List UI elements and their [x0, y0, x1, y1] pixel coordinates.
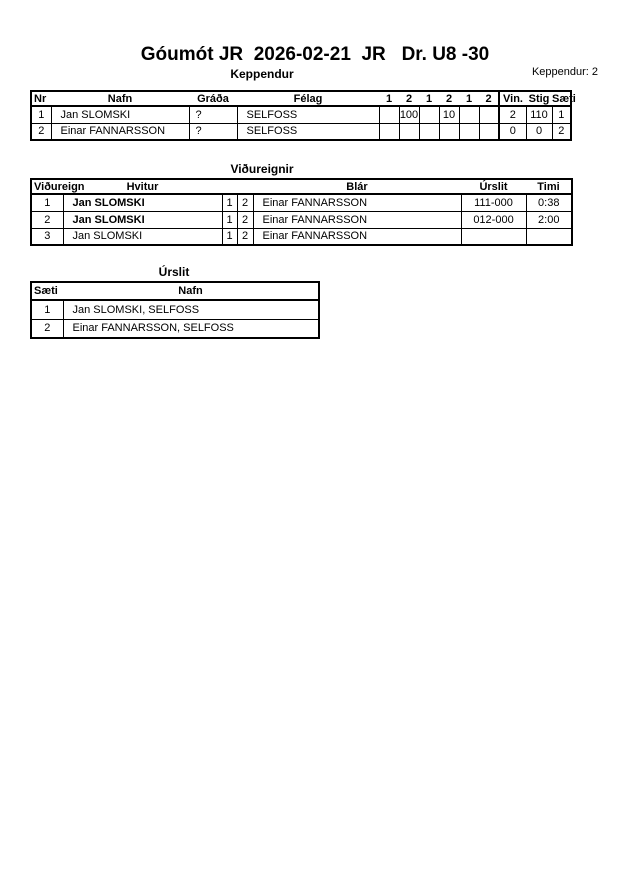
urslit-table — [30, 281, 320, 339]
cell-blar: Einar FANNARSSON — [253, 211, 461, 228]
col-header-felag: Félag — [237, 91, 379, 106]
cell-score — [479, 123, 499, 140]
match-row — [31, 228, 572, 245]
cell-stig: 110 — [526, 106, 552, 123]
cell-vin: 0 — [499, 123, 526, 140]
cell-vin: 2 — [499, 106, 526, 123]
cell-score — [459, 106, 479, 123]
cell-urslit — [461, 228, 526, 245]
cell-nafn: Einar FANNARSSON, SELFOSS — [63, 319, 319, 338]
participants-count: Keppendur: 2 — [531, 66, 598, 78]
col-header-blar: Blár — [253, 179, 461, 194]
cell-score — [439, 123, 459, 140]
cell-box-2: 2 — [237, 228, 253, 245]
vidureignir-header-row — [31, 179, 572, 194]
cell-match-nr: 2 — [31, 211, 63, 228]
cell-timi — [526, 228, 572, 245]
cell-score — [459, 123, 479, 140]
cell-saeti: 1 — [552, 106, 571, 123]
cell-box-2: 2 — [237, 194, 253, 211]
col-header-grada: Gráða — [189, 91, 237, 106]
cell-felag: SELFOSS — [237, 106, 379, 123]
col-header-saeti: Sæti — [31, 282, 63, 300]
keppendur-row — [31, 123, 571, 140]
col-header-round-3: 1 — [419, 91, 439, 106]
cell-match-nr: 3 — [31, 228, 63, 245]
col-header-round-4: 2 — [439, 91, 459, 106]
cell-box-2: 2 — [237, 211, 253, 228]
urslit-header-row — [31, 282, 319, 300]
cell-box-1: 1 — [222, 211, 237, 228]
cell-score — [399, 123, 419, 140]
cell-grada: ? — [189, 123, 237, 140]
cell-score — [419, 106, 439, 123]
cell-nr: 2 — [31, 123, 51, 140]
cell-score — [479, 106, 499, 123]
cell-nafn: Einar FANNARSSON — [51, 123, 189, 140]
col-header-nr: Nr — [31, 91, 51, 106]
keppendur-row — [31, 106, 571, 123]
cell-felag: SELFOSS — [237, 123, 379, 140]
cell-urslit: 111-000 — [461, 194, 526, 211]
keppendur-table — [30, 90, 576, 141]
cell-stig: 0 — [526, 123, 552, 140]
cell-match-nr: 1 — [31, 194, 63, 211]
cell-blar: Einar FANNARSSON — [253, 194, 461, 211]
col-header-vin: Vin. — [499, 91, 526, 106]
col-header-urslit: Úrslit — [461, 179, 526, 194]
placement-row — [31, 300, 319, 319]
cell-timi: 0:38 — [526, 194, 572, 211]
keppendur-header-row — [31, 91, 571, 106]
col-header-hvitur: Hvitur — [63, 179, 222, 194]
col-header-saeti: Sæti — [552, 92, 576, 105]
cell-score: 10 — [439, 106, 459, 123]
col-header-timi: Timi — [526, 179, 572, 194]
page-title: Góumót JR 2026-02-21 JR Dr. U8 -30 — [140, 44, 490, 65]
keppendur-caption: Keppendur — [230, 67, 294, 81]
cell-score — [419, 123, 439, 140]
col-header-round-5: 1 — [459, 91, 479, 106]
vidureignir-table — [30, 178, 573, 246]
col-header-nafn: Nafn — [51, 91, 189, 106]
col-header-spacer-2 — [237, 179, 253, 194]
cell-hvitur: Jan SLOMSKI — [63, 228, 222, 245]
col-header-stig: Stig — [526, 91, 552, 106]
match-row — [31, 211, 572, 228]
cell-hvitur: Jan SLOMSKI — [63, 194, 222, 211]
cell-box-1: 1 — [222, 228, 237, 245]
col-header-nafn: Nafn — [63, 282, 319, 300]
cell-timi: 2:00 — [526, 211, 572, 228]
cell-hvitur: Jan SLOMSKI — [63, 211, 222, 228]
cell-saeti: 1 — [31, 300, 63, 319]
urslit-caption: Úrslit — [158, 265, 190, 279]
cell-saeti: 2 — [552, 123, 571, 140]
cell-saeti: 2 — [31, 319, 63, 338]
col-header-vidureign: Viðureign — [31, 179, 63, 194]
cell-score — [379, 123, 399, 140]
placement-row — [31, 319, 319, 338]
col-header-round-6: 2 — [479, 91, 499, 106]
cell-box-1: 1 — [222, 194, 237, 211]
col-header-round-2: 2 — [399, 91, 419, 106]
cell-blar: Einar FANNARSSON — [253, 228, 461, 245]
col-header-round-1: 1 — [379, 91, 399, 106]
match-row — [31, 194, 572, 211]
vidureignir-caption: Viðureignir — [230, 162, 294, 176]
cell-nr: 1 — [31, 106, 51, 123]
cell-score — [379, 106, 399, 123]
cell-grada: ? — [189, 106, 237, 123]
cell-nafn: Jan SLOMSKI, SELFOSS — [63, 300, 319, 319]
cell-score: 100 — [399, 106, 419, 123]
col-header-spacer-1 — [222, 179, 237, 194]
cell-nafn: Jan SLOMSKI — [51, 106, 189, 123]
cell-urslit: 012-000 — [461, 211, 526, 228]
